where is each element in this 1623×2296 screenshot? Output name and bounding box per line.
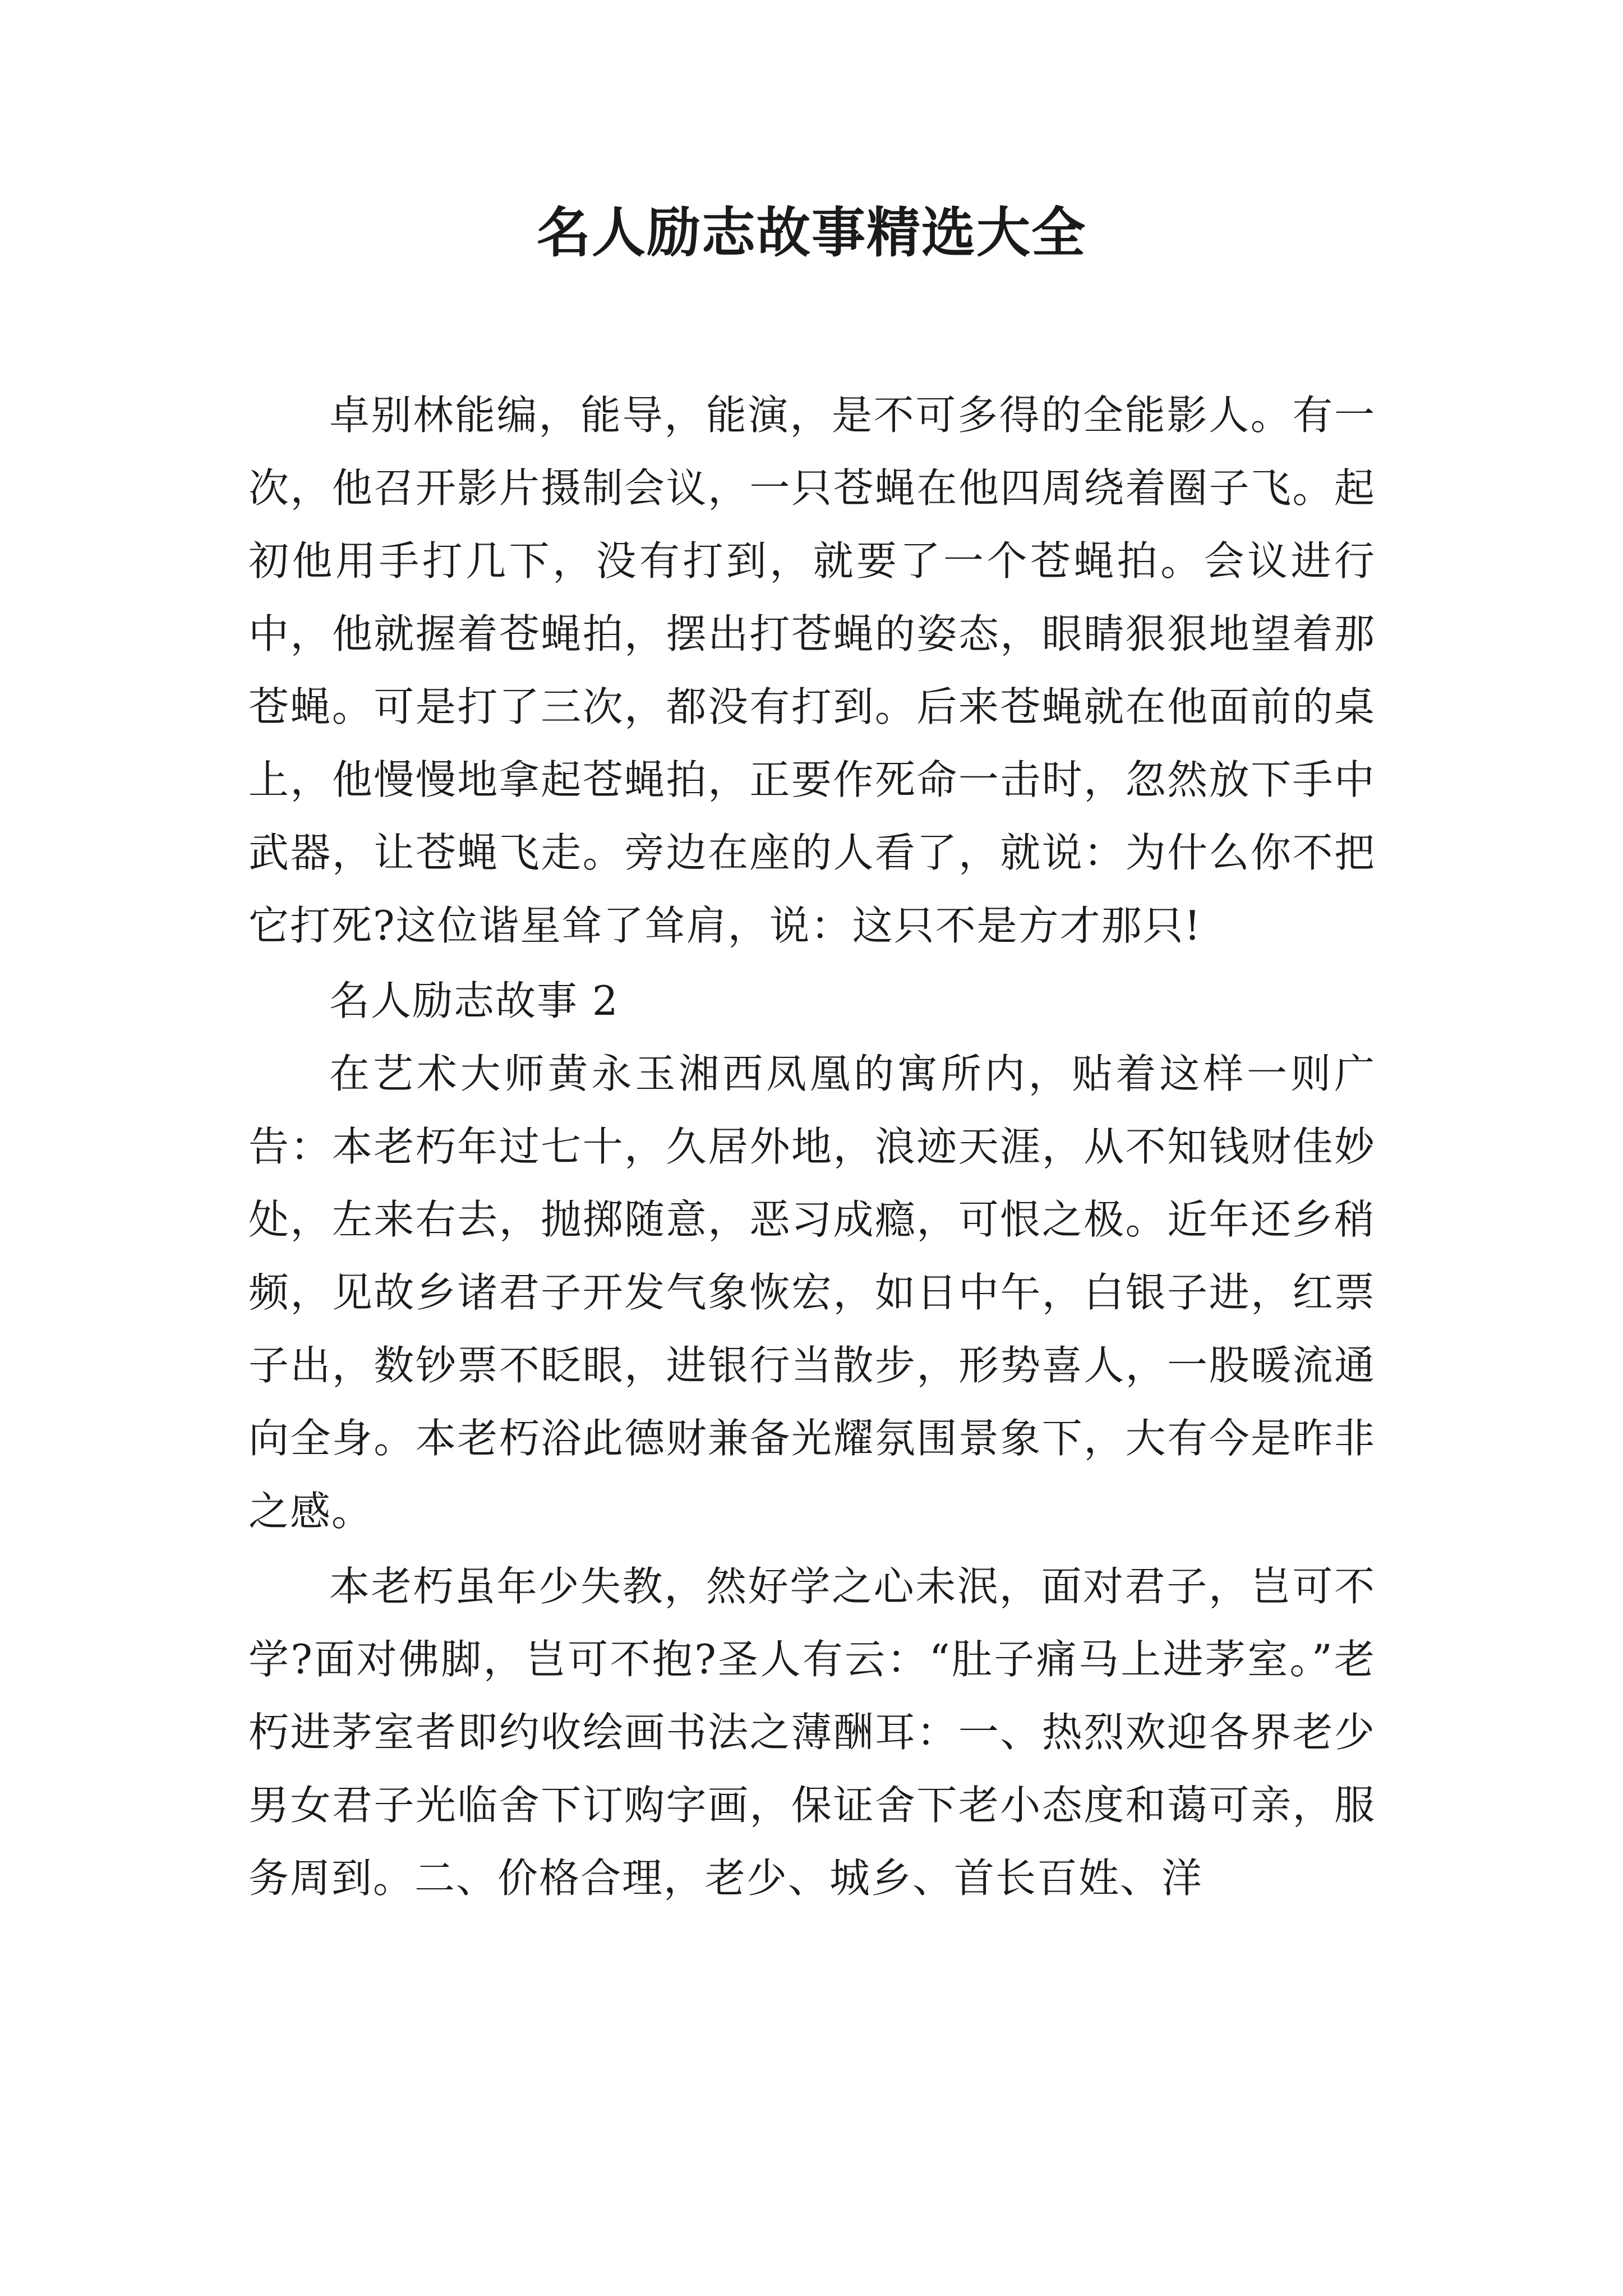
section-heading-story-2: 名人励志故事 2 — [329, 977, 619, 1024]
document-title: 名人励志故事精选大全 — [537, 201, 1086, 264]
paragraph-ad-continued: 本老朽虽年少失教，然好学之心未泯，面对君子，岂可不学?面对佛脚，岂可不抱?圣人有云：“肚子痛马上进茅室。”老朽进茅室者即约收绘画书法之薄酬耳：一、热烈欢迎各界老少男女君子光临舍下订购字画，保证舍下老小态度和蔼可亲，服务周到。二、价格合理，老少、城乡、首长百姓、洋 — [248, 1563, 1376, 1902]
paragraph-huang-yongyu-ad: 在艺术大师黄永玉湘西凤凰的寓所内，贴着这样一则广告：本老朽年过七十，久居外地，浪迹天涯，从不知钱财佳妙处，左来右去，抛掷随意，恶习成瘾，可恨之极。近年还乡稍频，见故乡诸君子开发气象恢宏，如日中午，白银子进，红票子出，数钞票不眨眼，进银行当散步，形势喜人，一股暖流通向全身。本老朽浴此德财兼备光耀氛围景象下，大有今是昨非之感。 — [248, 1050, 1376, 1535]
document-body — [248, 379, 1376, 1917]
paragraph-chaplin-story: 卓别林能编，能导，能演，是不可多得的全能影人。有一次，他召开影片摄制会议，一只苍蝇在他四周绕着圈子飞。起初他用手打几下，没有打到，就要了一个苍蝇拍。会议进行中，他就握着苍蝇拍，摆出打苍蝇的姿态，眼睛狠狠地望着那苍蝇。可是打了三次，都没有打到。后来苍蝇就在他面前的桌上，他慢慢地拿起苍蝇拍，正要作死命一击时，忽然放下手中武器，让苍蝇飞走。旁边在座的人看了，就说：为什么你不把它打死?这位谐星耸了耸肩，说：这只不是方才那只! — [248, 392, 1376, 949]
